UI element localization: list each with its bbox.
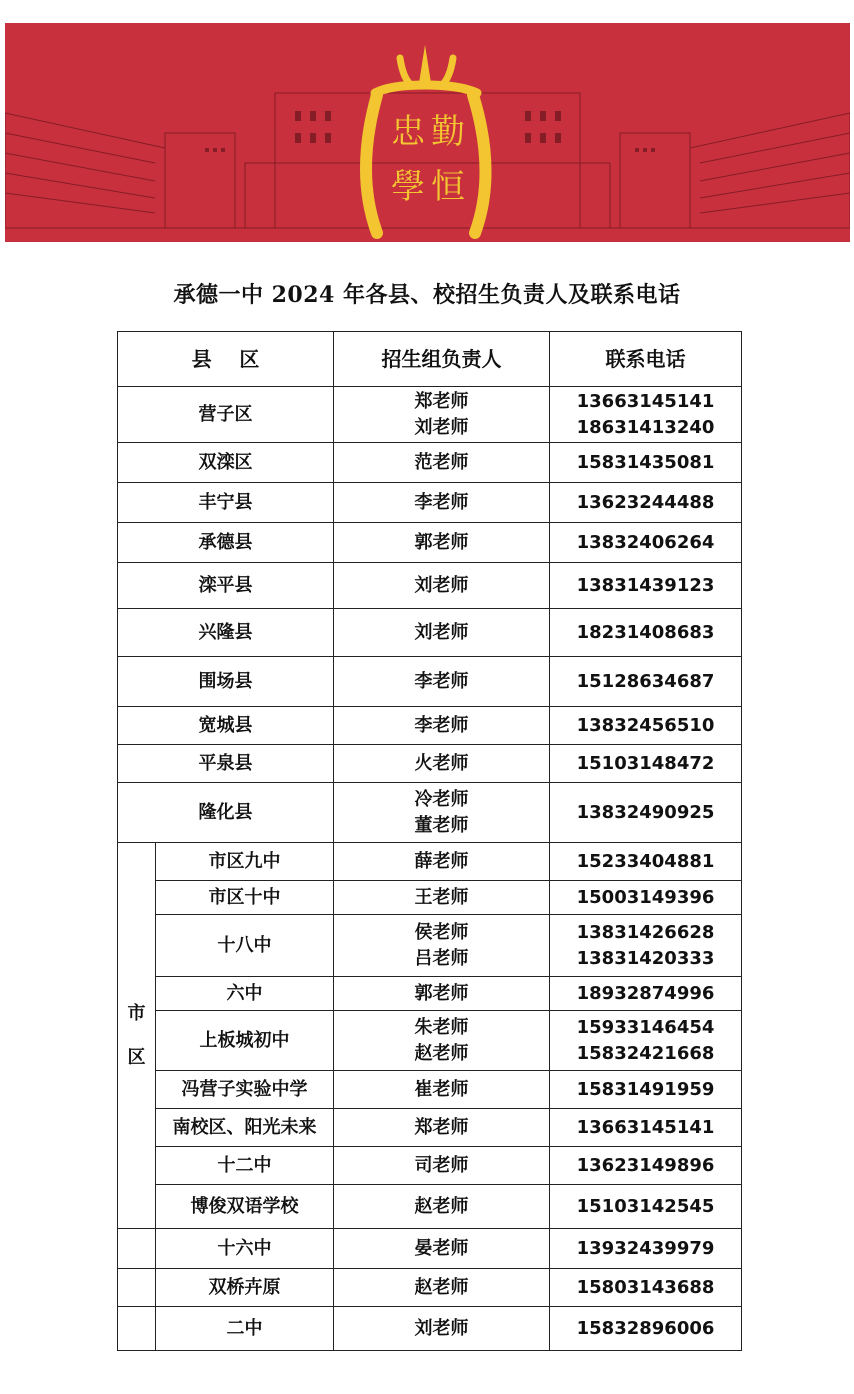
- leader-cell-line: 董老师: [414, 814, 469, 836]
- leader-cell: [334, 1307, 550, 1351]
- table-row: [118, 977, 742, 1011]
- leader-cell: [334, 657, 550, 707]
- leader-cell-line: 薛老师: [414, 850, 469, 872]
- leader-cell-line: 刘老师: [414, 574, 469, 596]
- page-title: 承德一中 2024 年各县、校招生负责人及联系电话: [173, 282, 681, 308]
- phone-cell: [550, 707, 742, 745]
- table-row: [118, 707, 742, 745]
- leader-cell: [334, 1109, 550, 1147]
- leader-cell: [334, 563, 550, 609]
- phone-cell-line: 13831439123: [576, 574, 715, 596]
- leader-cell: [334, 707, 550, 745]
- phone-cell-line: 13623244488: [576, 491, 715, 513]
- phone-cell-line: 15832896006: [576, 1317, 715, 1339]
- leader-cell: [334, 915, 550, 977]
- header-banner: [5, 23, 850, 242]
- district-name: 滦平县: [118, 563, 334, 609]
- table-body: [118, 387, 742, 1351]
- phone-cell-line: 13832456510: [576, 714, 715, 736]
- logo-char-2: 勤: [431, 112, 465, 152]
- leader-cell: [334, 1185, 550, 1229]
- leader-cell: [334, 745, 550, 783]
- phone-cell: [550, 387, 742, 443]
- leader-cell-line: 赵老师: [414, 1195, 469, 1217]
- phone-cell: [550, 563, 742, 609]
- phone-cell-line: 13623149896: [576, 1154, 715, 1176]
- leader-cell-line: 晏老师: [414, 1237, 469, 1259]
- table-row: [118, 1185, 742, 1229]
- school-name: 十二中: [156, 1147, 334, 1185]
- phone-cell-line: 13831420333: [576, 947, 715, 969]
- leader-cell-line: 李老师: [414, 714, 469, 736]
- phone-cell: [550, 843, 742, 881]
- table-row: [118, 1071, 742, 1109]
- district-name: 丰宁县: [118, 483, 334, 523]
- phone-cell-line: 15233404881: [576, 850, 715, 872]
- leader-cell-line: 刘老师: [414, 416, 469, 438]
- leader-cell: [334, 1011, 550, 1071]
- table-row: [118, 609, 742, 657]
- leader-cell: [334, 443, 550, 483]
- phone-cell: [550, 1229, 742, 1269]
- district-name: 营子区: [118, 387, 334, 443]
- phone-cell-line: 18631413240: [576, 416, 715, 438]
- phone-cell: [550, 1011, 742, 1071]
- leader-cell: [334, 1147, 550, 1185]
- logo-char-4: 恒: [431, 167, 465, 207]
- leader-cell-line: 火老师: [414, 752, 469, 774]
- school-name: 上板城初中: [156, 1011, 334, 1071]
- leader-cell: [334, 977, 550, 1011]
- leader-cell-line: 李老师: [414, 491, 469, 513]
- table-row: [118, 745, 742, 783]
- table-row: [118, 1147, 742, 1185]
- table-row: [118, 915, 742, 977]
- phone-cell: [550, 523, 742, 563]
- district-name: 围场县: [118, 657, 334, 707]
- table-row: [118, 1307, 742, 1351]
- school-name: 十八中: [156, 915, 334, 977]
- leader-cell: [334, 843, 550, 881]
- phone-cell: [550, 1269, 742, 1307]
- school-name: 市区十中: [156, 881, 334, 915]
- phone-cell: [550, 1307, 742, 1351]
- phone-cell-line: 15803143688: [576, 1276, 715, 1298]
- leader-cell-line: 崔老师: [414, 1078, 469, 1100]
- leader-cell-line: 郑老师: [414, 390, 469, 412]
- school-name: 双桥卉原: [156, 1269, 334, 1307]
- leader-cell-line: 刘老师: [414, 1317, 469, 1339]
- logo-seal-grid: [388, 105, 468, 215]
- table-row: [118, 1011, 742, 1071]
- city-group-char: 市: [127, 1002, 146, 1024]
- empty-group-cell: [118, 1307, 156, 1351]
- leader-cell-line: 朱老师: [414, 1016, 469, 1038]
- table-row: [118, 483, 742, 523]
- district-name: 平泉县: [118, 745, 334, 783]
- table-row: [118, 1269, 742, 1307]
- phone-cell: [550, 881, 742, 915]
- phone-cell-line: 13932439979: [576, 1237, 715, 1259]
- leader-cell-line: 郑老师: [414, 1116, 469, 1138]
- table-row: [118, 1229, 742, 1269]
- leader-cell: [334, 783, 550, 843]
- phone-cell: [550, 745, 742, 783]
- phone-cell-line: 15103142545: [576, 1195, 715, 1217]
- leader-cell: [334, 1071, 550, 1109]
- leader-cell-line: 赵老师: [414, 1276, 469, 1298]
- phone-cell-line: 13832490925: [576, 801, 715, 823]
- table-row: [118, 1109, 742, 1147]
- phone-cell-line: 15003149396: [576, 886, 715, 908]
- logo-char-3: 學: [391, 167, 425, 207]
- phone-cell-line: 18231408683: [576, 621, 715, 643]
- phone-cell-line: 15128634687: [576, 670, 715, 692]
- table-row: [118, 657, 742, 707]
- phone-cell: [550, 915, 742, 977]
- phone-cell-line: 15933146454: [576, 1016, 715, 1038]
- phone-cell: [550, 443, 742, 483]
- city-group-label: [118, 843, 156, 1229]
- leader-cell-line: 吕老师: [414, 947, 469, 969]
- school-name: 二中: [156, 1307, 334, 1351]
- city-group-char: 区: [127, 1046, 146, 1068]
- phone-cell: [550, 977, 742, 1011]
- district-name: 兴隆县: [118, 609, 334, 657]
- contact-table: [117, 331, 742, 1351]
- empty-group-cell: [118, 1269, 156, 1307]
- phone-cell: [550, 1185, 742, 1229]
- logo-char-1: 忠: [391, 112, 425, 152]
- school-name: 市区九中: [156, 843, 334, 881]
- leader-cell-line: 王老师: [414, 886, 469, 908]
- phone-cell: [550, 483, 742, 523]
- leader-cell: [334, 523, 550, 563]
- leader-cell: [334, 387, 550, 443]
- empty-group-cell: [118, 1229, 156, 1269]
- leader-cell: [334, 881, 550, 915]
- school-name: 十六中: [156, 1229, 334, 1269]
- header-leader: 招生组负责人: [334, 332, 550, 387]
- phone-cell-line: 18932874996: [576, 982, 715, 1004]
- table-row: [118, 563, 742, 609]
- school-name: 博俊双语学校: [156, 1185, 334, 1229]
- phone-cell-line: 13832406264: [576, 531, 715, 553]
- phone-cell: [550, 1109, 742, 1147]
- school-name: 南校区、阳光未来: [156, 1109, 334, 1147]
- header-district: 县 区: [118, 332, 334, 387]
- district-name: 隆化县: [118, 783, 334, 843]
- leader-cell-line: 范老师: [414, 451, 469, 473]
- phone-cell: [550, 1071, 742, 1109]
- phone-cell: [550, 783, 742, 843]
- leader-cell: [334, 609, 550, 657]
- leader-cell: [334, 483, 550, 523]
- leader-cell-line: 郭老师: [414, 531, 469, 553]
- leader-cell: [334, 1229, 550, 1269]
- phone-cell-line: 15103148472: [576, 752, 715, 774]
- leader-cell-line: 侯老师: [414, 921, 469, 943]
- leader-cell-line: 李老师: [414, 670, 469, 692]
- phone-cell-line: 15832421668: [576, 1042, 715, 1064]
- table-row: [118, 387, 742, 443]
- leader-cell-line: 赵老师: [414, 1042, 469, 1064]
- header-phone: 联系电话: [550, 332, 742, 387]
- district-name: 宽城县: [118, 707, 334, 745]
- phone-cell-line: 15831491959: [576, 1078, 715, 1100]
- table-header-row: [118, 332, 742, 387]
- leader-cell-line: 刘老师: [414, 621, 469, 643]
- phone-cell-line: 13663145141: [576, 390, 715, 412]
- table-row: [118, 881, 742, 915]
- phone-cell: [550, 609, 742, 657]
- leader-cell-line: 郭老师: [414, 982, 469, 1004]
- table-row: [118, 843, 742, 881]
- table-row: [118, 523, 742, 563]
- phone-cell: [550, 657, 742, 707]
- district-name: 双滦区: [118, 443, 334, 483]
- phone-cell-line: 13663145141: [576, 1116, 715, 1138]
- table-row: [118, 443, 742, 483]
- leader-cell-line: 冷老师: [414, 788, 469, 810]
- table-row: [118, 783, 742, 843]
- leader-cell-line: 司老师: [414, 1154, 469, 1176]
- phone-cell-line: 15831435081: [576, 451, 715, 473]
- school-name: 冯营子实验中学: [156, 1071, 334, 1109]
- phone-cell-line: 13831426628: [576, 921, 715, 943]
- leader-cell: [334, 1269, 550, 1307]
- district-name: 承德县: [118, 523, 334, 563]
- school-name: 六中: [156, 977, 334, 1011]
- phone-cell: [550, 1147, 742, 1185]
